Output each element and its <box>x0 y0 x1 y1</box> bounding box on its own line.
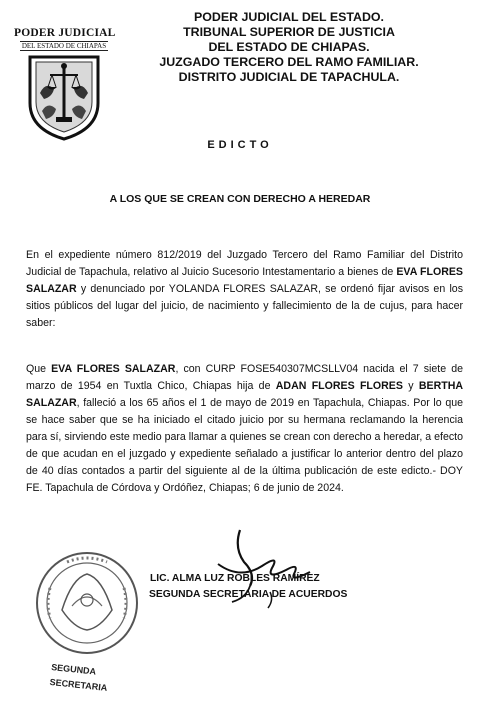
document-type-title: EDICTO <box>207 139 273 151</box>
signature-block <box>130 571 370 603</box>
header-line: TRIBUNAL SUPERIOR DE JUSTICIA <box>183 25 395 39</box>
header-line: DEL ESTADO DE CHIAPAS. <box>208 40 370 54</box>
paragraph-text: y denunciado por <box>76 283 169 295</box>
father-name: ADAN FLORES FLORES <box>275 380 403 392</box>
paragraph-text: , con CURP <box>175 363 241 375</box>
decedent-name: EVA FLORES SALAZAR <box>26 266 463 295</box>
curp-value: FOSE540307MCSLLV04 <box>240 363 359 375</box>
paragraph-text: Que <box>26 363 52 375</box>
header-line: PODER JUDICIAL DEL ESTADO. <box>193 10 384 24</box>
court-header <box>118 10 460 85</box>
header-line: DISTRITO JUDICIAL DE TAPACHULA. <box>178 70 400 84</box>
header-line: JUZGADO TERCERO DEL RAMO FAMILIAR. <box>159 55 419 69</box>
paragraph-intro <box>26 247 463 332</box>
paragraph-text: nacida el 7 siete de marzo de 1954 en Tuxtla Chico, Chiapas hija de <box>26 363 463 392</box>
stamp-line: SEGUNDA <box>50 661 97 677</box>
official-seal-icon <box>32 548 142 658</box>
claimant-name: YOLANDA FLORES SALAZAR <box>168 283 318 295</box>
paragraph-notice <box>26 361 463 497</box>
signatory-role: SEGUNDA SECRETARIA DE ACUERDOS <box>149 589 348 600</box>
signatory-name: LIC. ALMA LUZ ROBLES RAMÍREZ <box>150 573 320 584</box>
paragraph-text: En el expediente número 812/2019 del Juzgado Tercero del Ramo Familiar del Distrito Judicial de Tapachula, relativo al Juicio Sucesorio Intestamentario a bienes de <box>26 249 463 278</box>
logo-title: PODER JUDICIAL <box>14 27 116 39</box>
court-logo <box>14 28 114 141</box>
stamp-text <box>49 660 142 699</box>
paragraph-text: , falleció a los 65 años el 1 de mayo de 2019 en Tapachula, Chiapas. Por lo que se hace saber que se ha iniciado el citado juicio por su hermana reclamando la herencia para sí, sirviendo este medio para llamar a quienes se crean con derecho a heredar, a efecto de que acudan en el juzgado y expediente señalado a justificar lo anterior dentro del plazo de 40 días contados a partir del siguiente al de la última publicación de este edicto.- DOY FE. Tapachula de Córdova y Ordóñez, Chiapas; 6 de junio de 2024. <box>26 397 463 494</box>
decedent-name: EVA FLORES SALAZAR <box>51 363 176 375</box>
paragraph-text: , se ordenó fijar avisos en los sitios públicos del lugar del juicio, de nacimiento y fallecimiento de la de cujus, para hacer saber: <box>26 283 463 329</box>
salutation: A LOS QUE SE CREAN CON DERECHO A HEREDAR <box>109 193 371 205</box>
stamp-line: SECRETARIA <box>49 676 108 693</box>
coat-of-arms-icon <box>26 53 102 141</box>
logo-subtitle: DEL ESTADO DE CHIAPAS <box>21 41 107 50</box>
paragraph-text: y <box>402 380 419 392</box>
mother-name: BERTHA SALAZAR <box>26 380 463 409</box>
